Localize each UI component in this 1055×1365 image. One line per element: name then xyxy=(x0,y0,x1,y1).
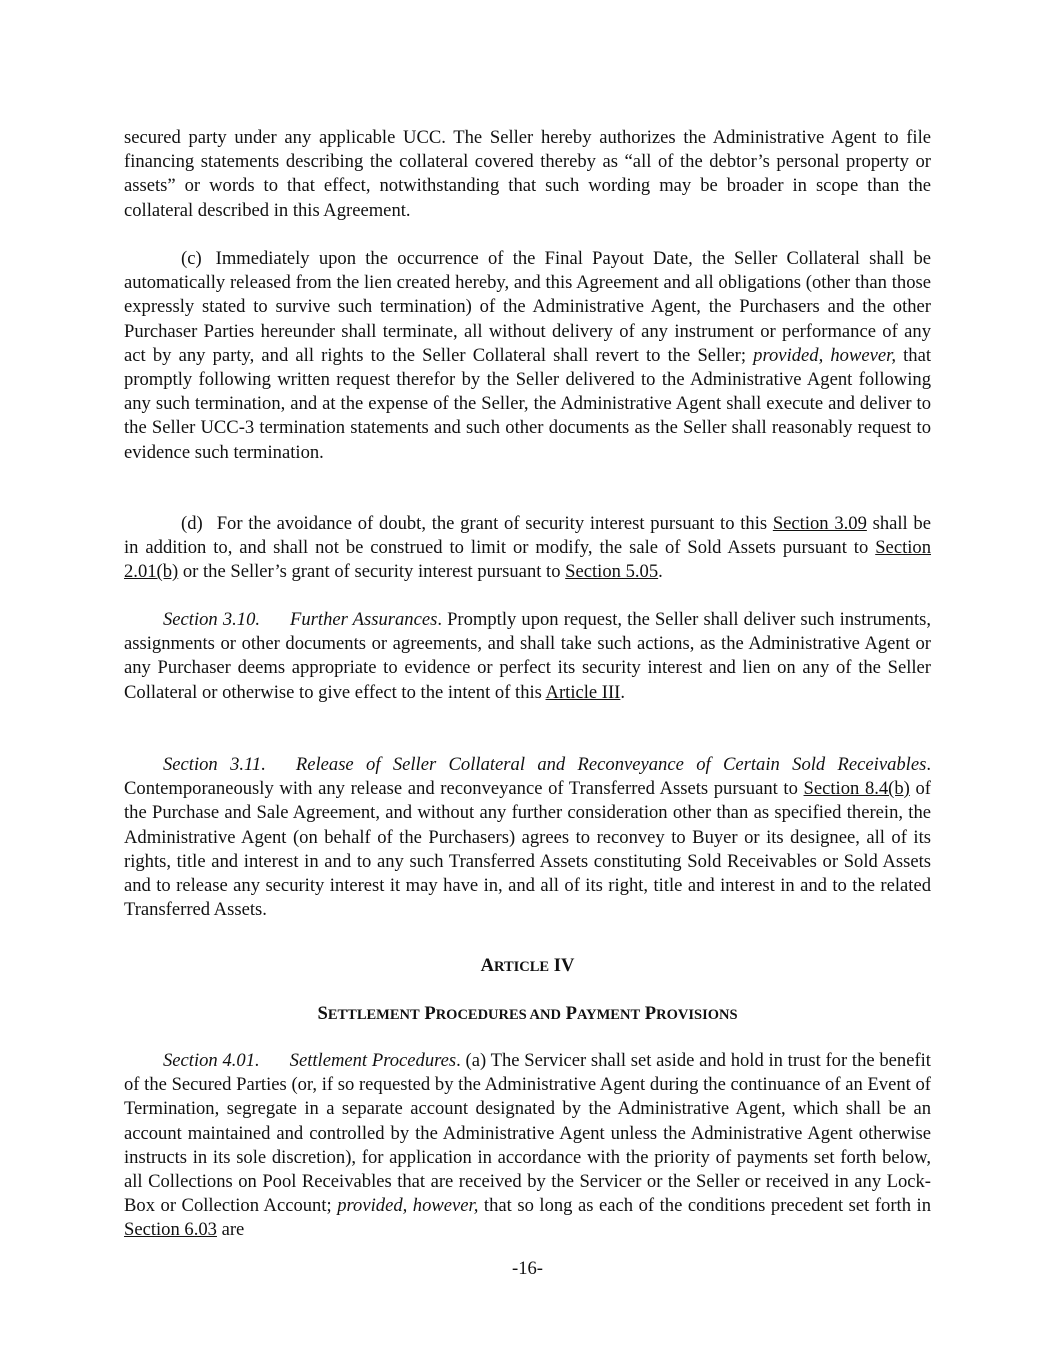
article-heading-text: RTICLE xyxy=(494,959,550,975)
paragraph-d xyxy=(124,512,931,585)
section-number: Section 3.11. xyxy=(163,754,266,775)
paragraph-text: or the Seller’s grant of security interest pursuant to xyxy=(178,561,566,583)
article-title-text: ROCEDURES AND xyxy=(435,1007,561,1023)
clause-label: (c) xyxy=(181,248,202,269)
article-heading xyxy=(124,954,931,979)
paragraph-ucc-authorization xyxy=(124,126,931,223)
paragraph-text: that promptly following written request therefor by the Seller delivered to the Administrative Agent following any such termination, and at the expense of the Seller, the Administrative Agent shall execute and deliver to the Seller UCC-3 termination statements and such other documents as the Seller shall reasonably request to evidence such termination. xyxy=(124,344,932,463)
article-title-text: AYMENT xyxy=(577,1007,641,1023)
section-ref-link[interactable]: Article III xyxy=(545,681,621,703)
section-title: Settlement Procedures xyxy=(289,1050,457,1071)
paragraph-text: shall be in addition to, and shall not be construed to limit or modify, the sale of Sold Assets pursuant to xyxy=(124,513,931,559)
paragraph-text: . xyxy=(620,681,626,703)
article-title-text: ETTLEMENT xyxy=(327,1007,420,1023)
article-title-text: P xyxy=(644,1003,657,1024)
section-ref-link[interactable]: Section 3.09 xyxy=(772,513,867,534)
paragraph-text: . Promptly upon request, the Seller shall deliver such instruments, assignments or other documents or agreements, and shall take such actions, as the Administrative Agent or any Purchaser deems appropriate to evidence or perfect its security interest and lien on any of the Seller Collateral or otherwise to give effect to the intent of this xyxy=(124,609,931,703)
paragraph-text: secured party under any applicable UCC. The Seller hereby authorizes the Administrative Agent to file financing statements describing the collateral covered thereby as “all of the debtor’s personal property or assets” or words to that effect, notwithstanding that such wording may be broader in scope than the collateral described in this Agreement. xyxy=(124,127,931,221)
section-title: Release of Seller Collateral and Reconveyance of Certain Sold Receivables xyxy=(295,754,927,775)
paragraph-text: that so long as each of the conditions precedent set forth in xyxy=(478,1195,932,1217)
paragraph-text: of the Purchase and Sale Agreement, and without any further consideration other than as specified therein, the Administrative Agent (on behalf of the Purchasers) agrees to reconvey to Buyer or its designee, all of its rights, title and interest in and to any such Transferred Assets constituting Sold Receivables or Sold Assets and to release any security interest it may have in, and all of its right, title and interest in and to the related Transferred Assets. xyxy=(124,778,931,921)
section-4-01 xyxy=(124,1049,931,1243)
paragraph-text: are xyxy=(216,1219,245,1241)
clause-label: (d) xyxy=(181,513,203,534)
article-title xyxy=(124,1002,931,1027)
section-title: Further Assurances xyxy=(290,609,438,630)
article-title-text: ROVISIONS xyxy=(656,1007,738,1023)
article-title-text: S xyxy=(317,1003,328,1024)
paragraph-c xyxy=(124,247,931,465)
proviso-italic: provided, however, xyxy=(337,1195,479,1217)
section-ref-link[interactable]: Section 6.03 xyxy=(124,1219,217,1241)
paragraph-text: . (a) The Servicer shall set aside and hold in trust for the benefit of the Secured Parties (or, if so requested by the Administrative Agent during the continuance of an Event of Termination, segregate in a separate account designated by the Administrative Agent, which shall be an account maintained and controlled by the Administrative Agent unless the Administrative Agent otherwise instructs in its sole discretion), for application in accordance with the priority of payments set forth below, all Collections on Pool Receivables that are received by the Servicer or the Seller or received in any Lock-Box or Collection Account; xyxy=(124,1050,931,1217)
paragraph-text: For the avoidance of doubt, the grant of security interest pursuant to this xyxy=(216,513,773,534)
paragraph-text: . xyxy=(658,561,663,583)
paragraph-text: . Contemporaneously with any release and reconveyance of Transferred Assets pursuant to xyxy=(124,754,931,800)
paragraph-text: Immediately upon the occurrence of the Final Payout Date, the Seller Collateral shall be automatically released from the lien created hereby, and this Agreement and all obligations (other than those expressly stated to survive such termination) of the Administrative Agent, the Purchasers and the other Purchaser Parties hereunder shall terminate, all without delivery of any instrument or performance of any act by any party, and all rights to the Seller Collateral shall revert to the Seller; xyxy=(124,248,931,366)
section-ref-link[interactable]: Section 2.01(b) xyxy=(124,537,931,583)
article-title-text: P xyxy=(565,1003,577,1024)
section-ref-link[interactable]: Section 5.05 xyxy=(565,561,659,583)
section-3-11 xyxy=(124,753,931,922)
article-number: IV xyxy=(553,955,575,976)
section-3-10 xyxy=(124,608,931,705)
page-number: -16- xyxy=(512,1258,543,1279)
article-title-text: P xyxy=(424,1003,436,1024)
proviso-italic: provided, however, xyxy=(753,344,896,366)
section-number: Section 3.10. xyxy=(163,609,261,630)
section-ref-link[interactable]: Section 8.4(b) xyxy=(803,778,910,800)
section-number: Section 4.01. xyxy=(163,1050,260,1071)
article-heading-text: A xyxy=(480,955,494,976)
